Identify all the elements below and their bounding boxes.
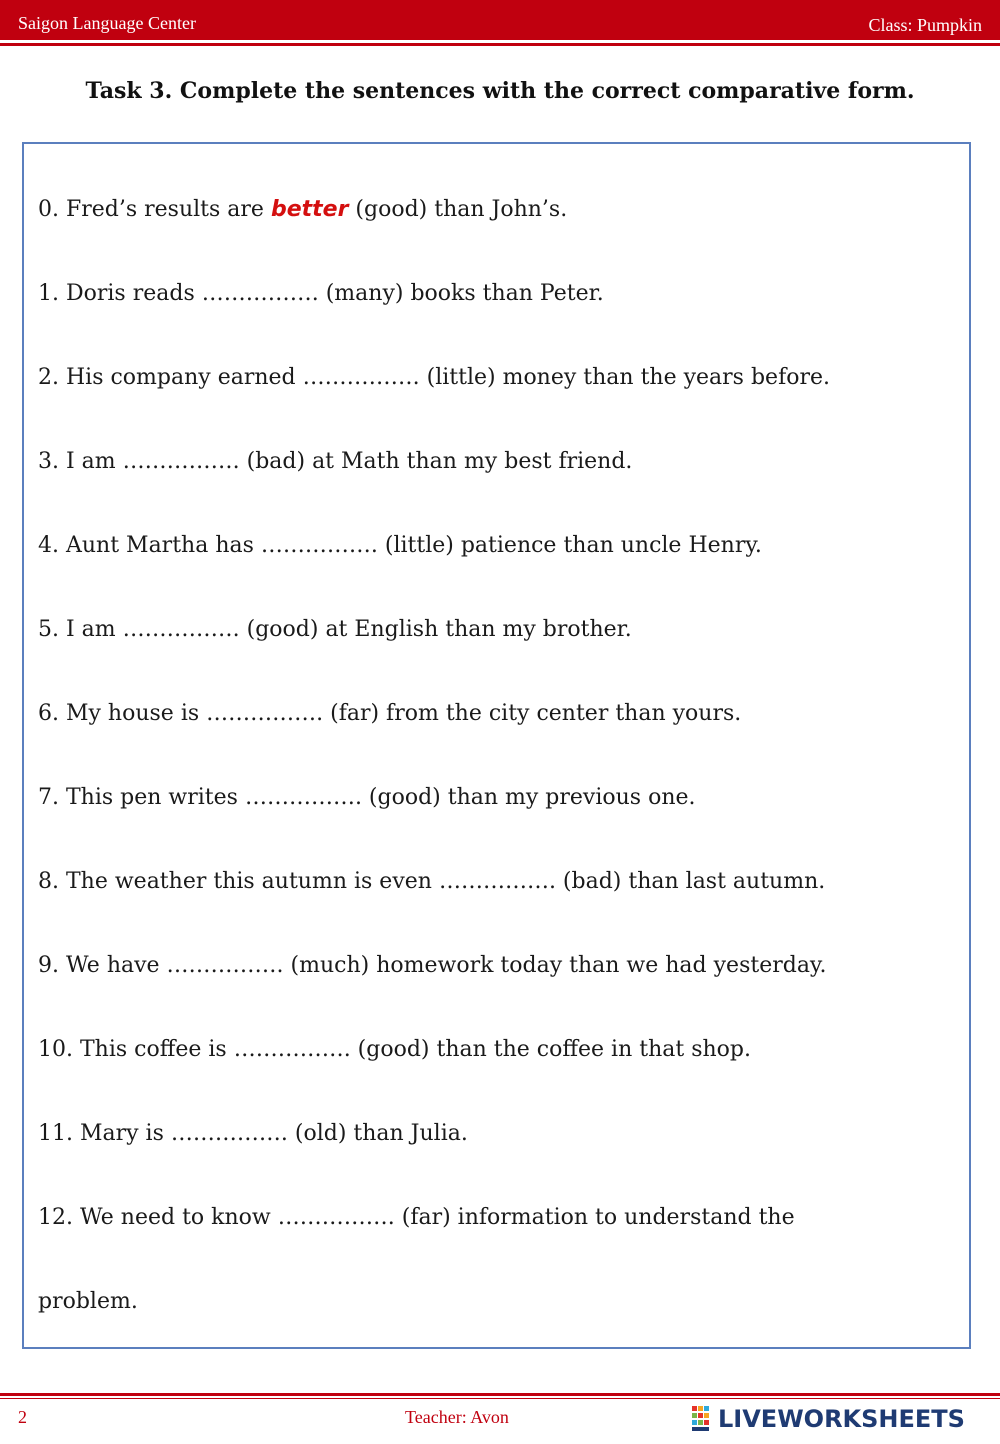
sentence-12-continued: problem. [38,1289,138,1314]
liveworksheets-logo[interactable] [692,1402,965,1436]
task-title: Task 3. Complete the sentences with the correct comparative form. [85,78,915,104]
sentence-3[interactable]: 3. I am ……………. (bad) at Math than my best friend. [38,449,633,474]
header-rule [0,43,1000,46]
sentence-10[interactable]: 10. This coffee is ……………. (good) than the coffee in that shop. [38,1037,751,1062]
sentence-11[interactable]: 11. Mary is ……………. (old) than Julia. [38,1121,468,1146]
sentence-9[interactable]: 9. We have ……………. (much) homework today than we had yesterday. [38,953,827,978]
sentence-12[interactable]: 12. We need to know ……………. (far) information to understand the [38,1205,795,1230]
sentence-4[interactable]: 4. Aunt Martha has ……………. (little) patience than uncle Henry. [38,533,762,558]
teacher-name: Teacher: Avon [405,1407,509,1427]
sentence-2[interactable]: 2. His company earned ……………. (little) money than the years before. [38,365,830,390]
sentence-8[interactable]: 8. The weather this autumn is even ……………. (bad) than last autumn. [38,869,826,894]
example-after: (good) than John’s. [348,197,568,222]
sentence-6[interactable]: 6. My house is ……………. (far) from the city center than yours. [38,701,742,726]
school-name: Saigon Language Center [18,13,196,33]
example-answer: better [270,197,349,222]
sentence-1[interactable]: 1. Doris reads ……………. (many) books than Peter. [38,281,604,306]
logo-text: LIVEWORKSHEETS [718,1405,965,1433]
sentence-7[interactable]: 7. This pen writes ……………. (good) than my previous one. [38,785,696,810]
page-number: 2 [18,1407,27,1427]
exercise-box [22,142,971,1349]
footer-rule-thin [0,1398,1000,1399]
liveworksheets-logo-icon [692,1406,714,1432]
example-sentence [38,197,567,222]
example-before: 0. Fred’s results are [38,197,271,222]
class-name: Class: Pumpkin [868,15,982,35]
sentence-5[interactable]: 5. I am ……………. (good) at English than my brother. [38,617,632,642]
footer-rule [0,1393,1000,1396]
